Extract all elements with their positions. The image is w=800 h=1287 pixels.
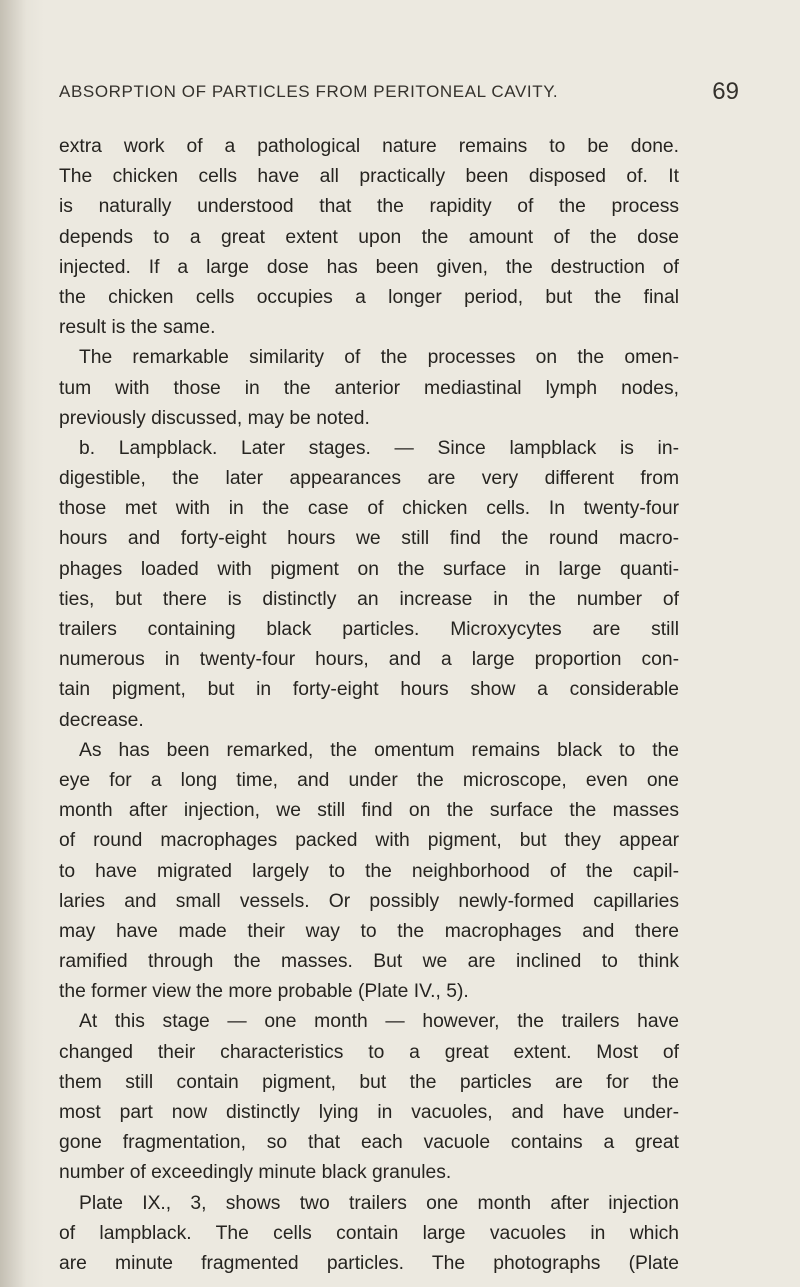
- text-line: extra work of a pathological nature remains to be done.: [59, 136, 679, 157]
- running-head: ABSORPTION OF PARTICLES FROM PERITONEAL CAVITY.: [59, 82, 559, 101]
- text-line: tum with those in the anterior mediastinal lymph nodes,: [59, 377, 679, 399]
- paragraph: [59, 434, 679, 736]
- text-line: depends to a great extent upon the amount of the dose: [59, 226, 679, 248]
- text-line: of lampblack. The cells contain large vacuoles in which: [59, 1222, 679, 1244]
- text-line: of round macrophages packed with pigment, but they appear: [59, 830, 679, 852]
- text-line: The chicken cells have all practically been disposed of. It: [59, 166, 679, 188]
- text-line: them still contain pigment, but the particles are for the: [59, 1071, 679, 1093]
- text-line: digestible, the later appearances are very different from: [59, 468, 679, 490]
- text-line: number of exceedingly minute black granules.: [59, 1162, 452, 1184]
- text-line: gone fragmentation, so that each vacuole contains a great: [59, 1132, 679, 1154]
- text-line: numerous in twenty-four hours, and a large proportion con-: [59, 649, 679, 671]
- text-line: laries and small vessels. Or possibly newly-formed capillaries: [59, 890, 679, 912]
- text-line: is naturally understood that the rapidity of the process: [59, 196, 679, 218]
- text-line: At this stage — one month — however, the trailers have: [79, 1011, 679, 1033]
- text-line: trailers containing black particles. Microxycytes are still: [59, 619, 679, 640]
- text-line: hours and forty-eight hours we still find the round macro-: [59, 528, 679, 550]
- text-line: changed their characteristics to a great extent. Most of: [59, 1041, 679, 1063]
- paragraph: [59, 736, 679, 1008]
- text-line: are minute fragmented particles. The photographs (Plate: [59, 1252, 679, 1274]
- text-line: the chicken cells occupies a longer period, but the final: [59, 286, 679, 308]
- text-line: b. Lampblack. Later stages. — Since lampblack is in-: [79, 437, 679, 459]
- text-line: phages loaded with pigment on the surface in large quanti-: [59, 558, 679, 580]
- paragraph: [59, 343, 679, 434]
- text-line: The remarkable similarity of the processes on the omen-: [79, 347, 679, 369]
- text-line: As has been remarked, the omentum remains black to the: [79, 739, 679, 761]
- paragraph: [59, 1007, 679, 1188]
- text-line: ties, but there is distinctly an increase in the number of: [59, 588, 679, 610]
- text-line: injected. If a large dose has been given, the destruction of: [59, 256, 679, 278]
- text-line: may have made their way to the macrophages and there: [59, 920, 679, 942]
- page-number: 69: [712, 78, 739, 105]
- text-line: to have migrated largely to the neighborhood of the capil-: [59, 860, 679, 882]
- text-line: previously discussed, may be noted.: [59, 407, 370, 429]
- text-line: those met with in the case of chicken cells. In twenty-four: [59, 498, 679, 520]
- text-line: result is the same.: [59, 317, 216, 339]
- text-line: tain pigment, but in forty-eight hours show a considerable: [59, 679, 679, 701]
- page-edge-shadow: [0, 0, 44, 1287]
- page-header: [59, 78, 739, 110]
- paragraph: [59, 132, 679, 343]
- text-line: eye for a long time, and under the microscope, even one: [59, 769, 679, 791]
- text-line: most part now distinctly lying in vacuoles, and have under-: [59, 1102, 679, 1123]
- body-text: [59, 132, 679, 1279]
- text-line: month after injection, we still find on the surface the masses: [59, 800, 679, 822]
- text-line: the former view the more probable (Plate IV., 5).: [59, 981, 469, 1003]
- text-line: Plate IX., 3, shows two trailers one month after injection: [79, 1192, 679, 1214]
- text-line: ramified through the masses. But we are inclined to think: [59, 951, 679, 973]
- text-line: decrease.: [59, 709, 144, 731]
- paragraph: [59, 1189, 679, 1280]
